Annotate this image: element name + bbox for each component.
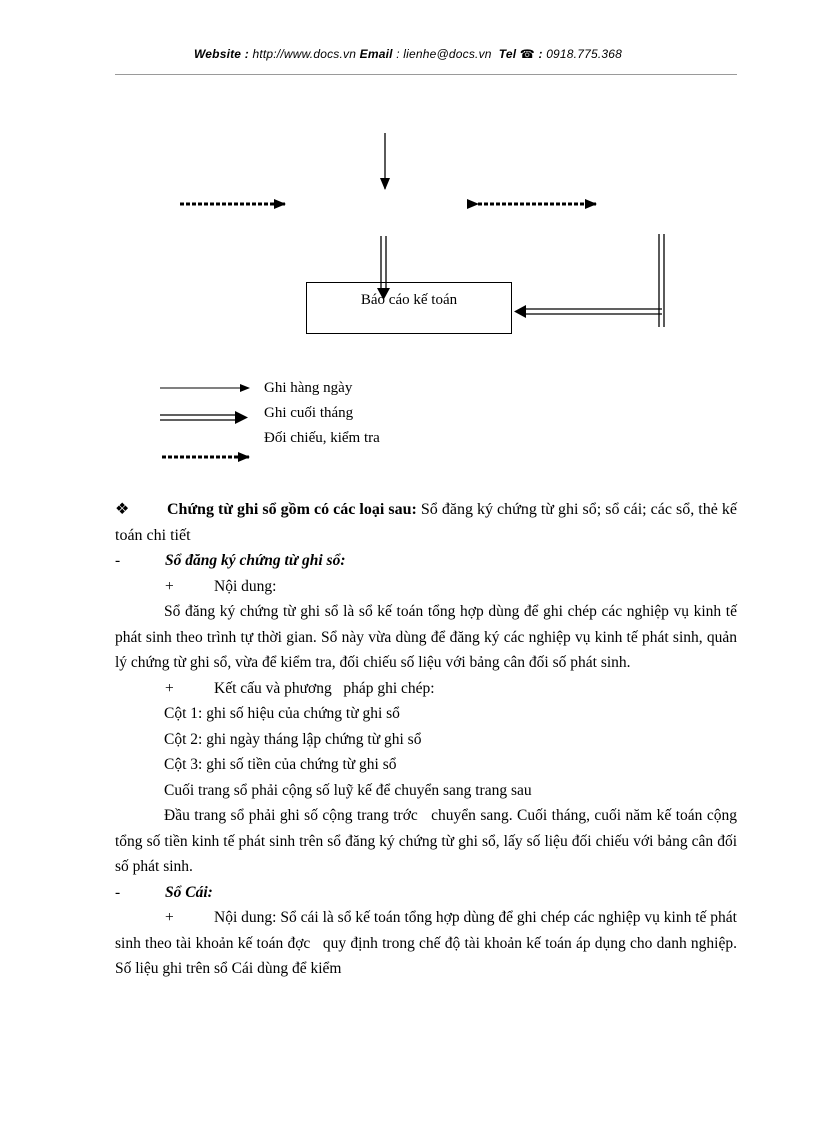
subsection-2-title-row — [115, 880, 737, 906]
arrow-monthly-left-head — [514, 305, 526, 318]
column-text-2: Cột 2: ghi ngày tháng lập chứng từ ghi sổ — [164, 730, 422, 748]
end-page-row — [115, 778, 737, 804]
subsection-1-title: Sổ đăng ký chứng từ ghi sổ: — [165, 552, 346, 569]
dash-bullet: - — [115, 552, 121, 569]
subsection-1-structure-row — [115, 676, 737, 702]
subsection-1-structure-label: Kết cấu và phương pháp ghi chép: — [214, 679, 435, 697]
website-label: Website : — [193, 47, 249, 61]
legend-label-monthly: Ghi cuối tháng — [264, 405, 354, 421]
report-box: Báo cáo kế toán — [306, 282, 512, 334]
website-url[interactable]: http://www.docs.vn — [252, 47, 357, 61]
email-label: Email — [359, 47, 393, 61]
subsection-1-paragraph: Sổ đăng ký chứng từ ghi sổ là sổ kế toán tổng hợp dùng để ghi chép các nghiệp vụ kinh tế phát sinh theo trình tự thời gian. Sổ này vừa dùng để đăng ký các nghiệp vụ kinh tế phát sinh, quản lý chứng từ ghi sổ, vừa để kiểm tra, đối chiếu số liệu với bảng cân đối số phát sinh. — [115, 603, 737, 671]
subsection-2-title: Sổ Cái: — [165, 883, 213, 901]
subsection-1-content-label: Nội dung: — [214, 577, 277, 595]
section-heading-rest: Sổ đăng ký chứng từ ghi sổ; sổ cái; các sổ, thẻ kế toán chi tiết — [115, 501, 737, 544]
accounting-flow-diagram — [0, 0, 816, 480]
subsection-2-text: Nội dung: Sổ cái là sổ kế toán tổng hợp dùng để ghi chép các nghiệp vụ kinh tế phát sinh theo tài khoản kế toán đợc quy định trong chế độ tài khoản kế toán áp dụng cho danh nghiệp. Số liệu ghi trên sổ Cái dùng để kiểm — [115, 909, 741, 977]
tel-number: 0918.775.368 — [546, 47, 622, 61]
dash-bullet: - — [115, 883, 121, 901]
column-text-3: Cột 3: ghi số tiền của chứng từ ghi sổ — [164, 756, 397, 773]
legend-label-daily: Ghi hàng ngày — [264, 380, 353, 396]
plus-bullet: + — [165, 679, 174, 697]
end-page-text: Cuối trang sổ phải cộng số luỹ kế để chuyển sang trang sau — [164, 781, 532, 799]
column-line-3 — [115, 752, 737, 778]
diamond-bullet-icon: ❖ — [115, 501, 130, 518]
subsection-2-paragraph — [115, 905, 741, 982]
subsection-1-title-row — [115, 548, 737, 574]
legend-line-monthly-head — [235, 411, 248, 424]
tel-label: Tel ☎ : — [498, 47, 543, 61]
document-body — [115, 497, 741, 982]
plus-bullet: + — [165, 909, 174, 926]
column-line-1 — [115, 701, 737, 727]
column-text-1: Cột 1: ghi số hiệu của chứng từ ghi sổ — [164, 705, 400, 722]
section-heading-paragraph — [115, 497, 737, 548]
column-line-2 — [115, 727, 737, 753]
plus-bullet: + — [165, 577, 174, 595]
subsection-1-content-row — [115, 574, 737, 600]
section-heading: Chứng từ ghi sổ gồm có các loại sau: — [167, 501, 417, 518]
email-address[interactable]: : lienhe@docs.vn — [396, 47, 492, 61]
legend-label-check: Đối chiếu, kiểm tra — [264, 430, 380, 446]
start-page-paragraph: Đầu trang sổ phải ghi số cộng trang trớc chuyển sang. Cuối tháng, cuối năm kế toán cộng tổng số tiền kinh tế phát sinh trên sổ đăng ký chứng từ ghi sổ, lấy số liệu đối chiếu với bảng cân đối số phát sinh. — [115, 807, 741, 875]
